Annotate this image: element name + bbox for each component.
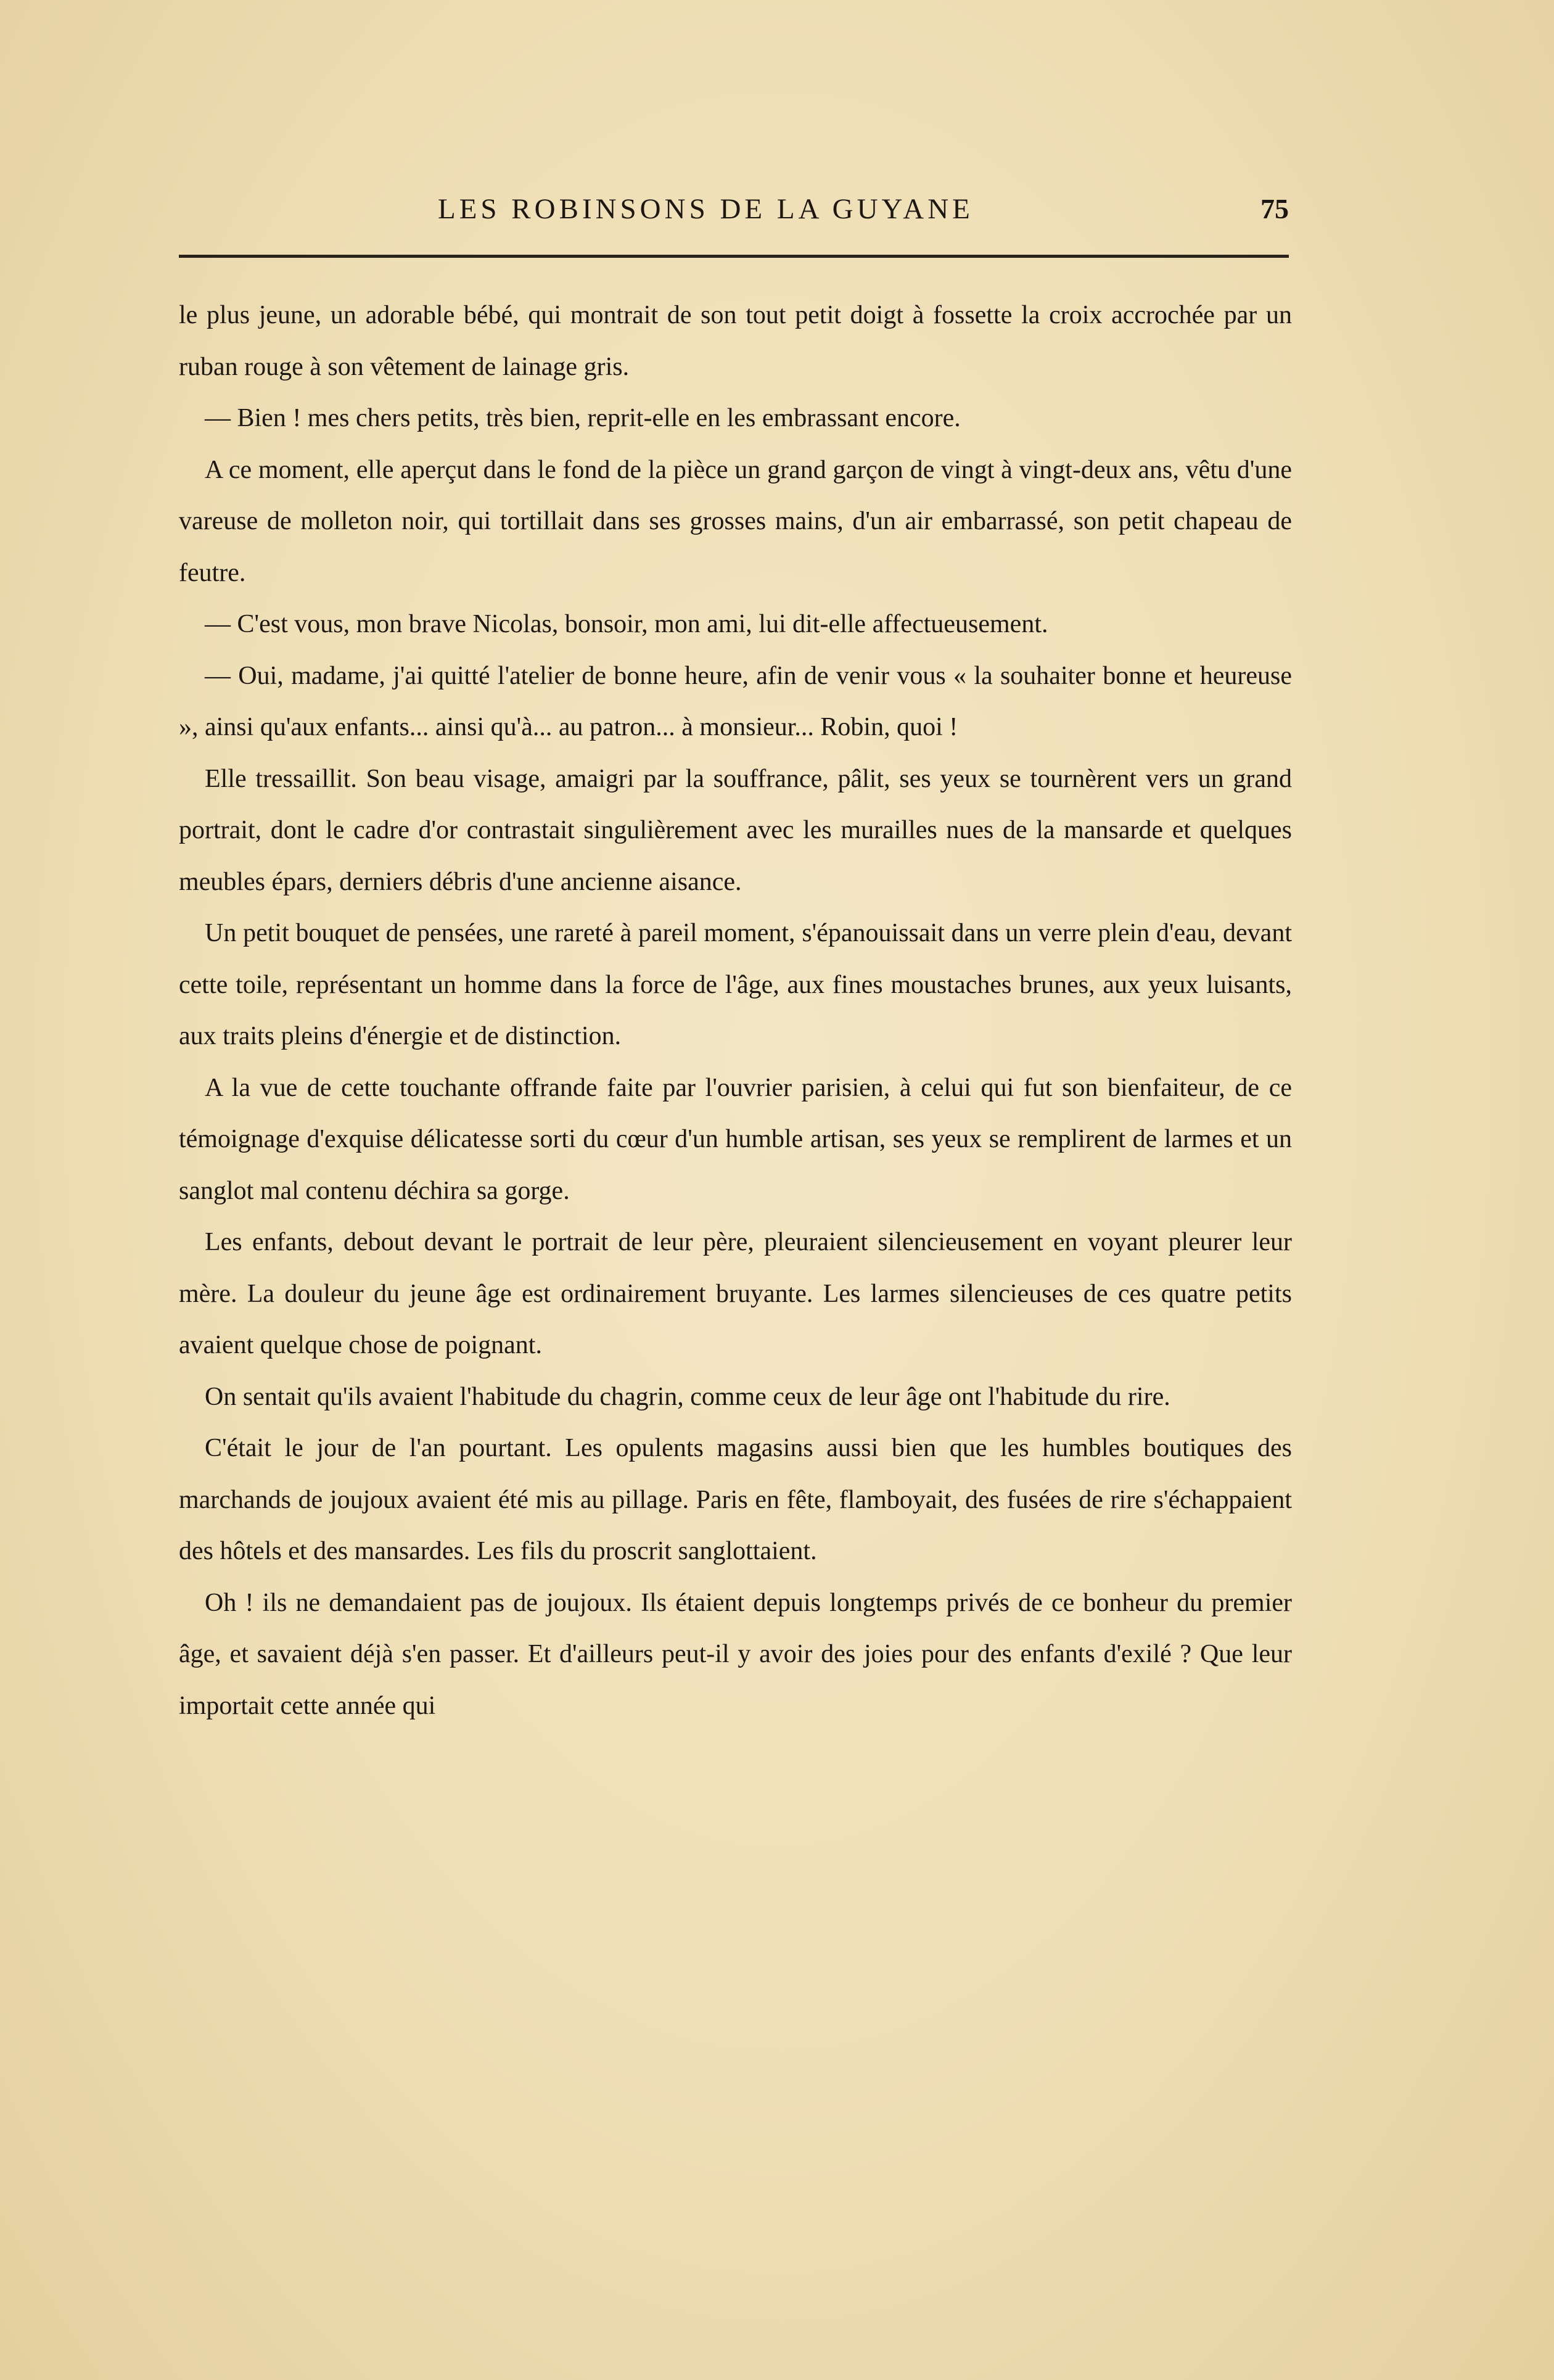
header-rule	[179, 255, 1289, 258]
paragraph: Elle tressaillit. Son beau visage, amaigri par la souffrance, pâlit, ses yeux se tournèrent vers un grand portrait, dont le cadre d'or contrastait singulièrement avec les murailles nues de la mansarde et quelques meubles épars, derniers débris d'une ancienne aisance.	[179, 764, 1292, 896]
page-number: 75	[1260, 193, 1289, 224]
paragraph: Oh ! ils ne demandaient pas de joujoux. Ils étaient depuis longtemps privés de ce bonheur du premier âge, et savaient déjà s'en passer. Et d'ailleurs peut-il y avoir des joies pour des enfants d'exilé ? Que leur importait cette année qui	[179, 1588, 1292, 1720]
running-head	[179, 185, 1289, 234]
paragraph: On sentait qu'ils avaient l'habitude du chagrin, comme ceux de leur âge ont l'habitude du rire.	[205, 1382, 1170, 1411]
paragraph: Un petit bouquet de pensées, une rareté à pareil moment, s'épanouissait dans un verre plein d'eau, devant cette toile, représentant un homme dans la force de l'âge, aux fines moustaches brunes, aux yeux luisants, aux traits pleins d'énergie et de distinction.	[179, 919, 1292, 1050]
paragraph: A ce moment, elle aperçut dans le fond de la pièce un grand garçon de vingt à vingt-deux ans, vêtu d'une vareuse de molleton noir, qui tortillait dans ses grosses mains, d'un air embarrassé, son petit chapeau de feutre.	[179, 455, 1292, 587]
paragraph: — Bien ! mes chers petits, très bien, reprit-elle en les embrassant encore.	[205, 404, 961, 432]
paragraph: — Oui, madame, j'ai quitté l'atelier de bonne heure, afin de venir vous « la souhaiter bonne et heureuse », ainsi qu'aux enfants... ainsi qu'à... au patron... à monsieur... Robin, quoi !	[179, 661, 1292, 741]
paragraph: A la vue de cette touchante offrande faite par l'ouvrier parisien, à celui qui fut son bienfaiteur, de ce témoignage d'exquise délicatesse sorti du cœur d'un humble artisan, ses yeux se remplirent de larmes et un sanglot mal contenu déchira sa gorge.	[179, 1073, 1292, 1205]
paragraph: C'était le jour de l'an pourtant. Les opulents magasins aussi bien que les humbles boutiques des marchands de joujoux avaient été mis au pillage. Paris en fête, flamboyait, des fusées de rire s'échappaient des hôtels et des mansardes. Les fils du proscrit sanglottaient.	[179, 1434, 1292, 1565]
paragraph: Les enfants, debout devant le portrait de leur père, pleuraient silencieusement en voyant pleurer leur mère. La douleur du jeune âge est ordinairement bruyante. Les larmes silencieuses de ces quatre petits avaient quelque chose de poignant.	[179, 1228, 1292, 1359]
paragraph: — C'est vous, mon brave Nicolas, bonsoir, mon ami, lui dit-elle affectueusement.	[205, 610, 1048, 638]
paragraph: le plus jeune, un adorable bébé, qui montrait de son tout petit doigt à fossette la croix accrochée par un ruban rouge à son vêtement de lainage gris.	[179, 301, 1292, 381]
body-text	[179, 290, 1292, 1732]
running-title: LES ROBINSONS DE LA GUYANE	[438, 193, 974, 225]
